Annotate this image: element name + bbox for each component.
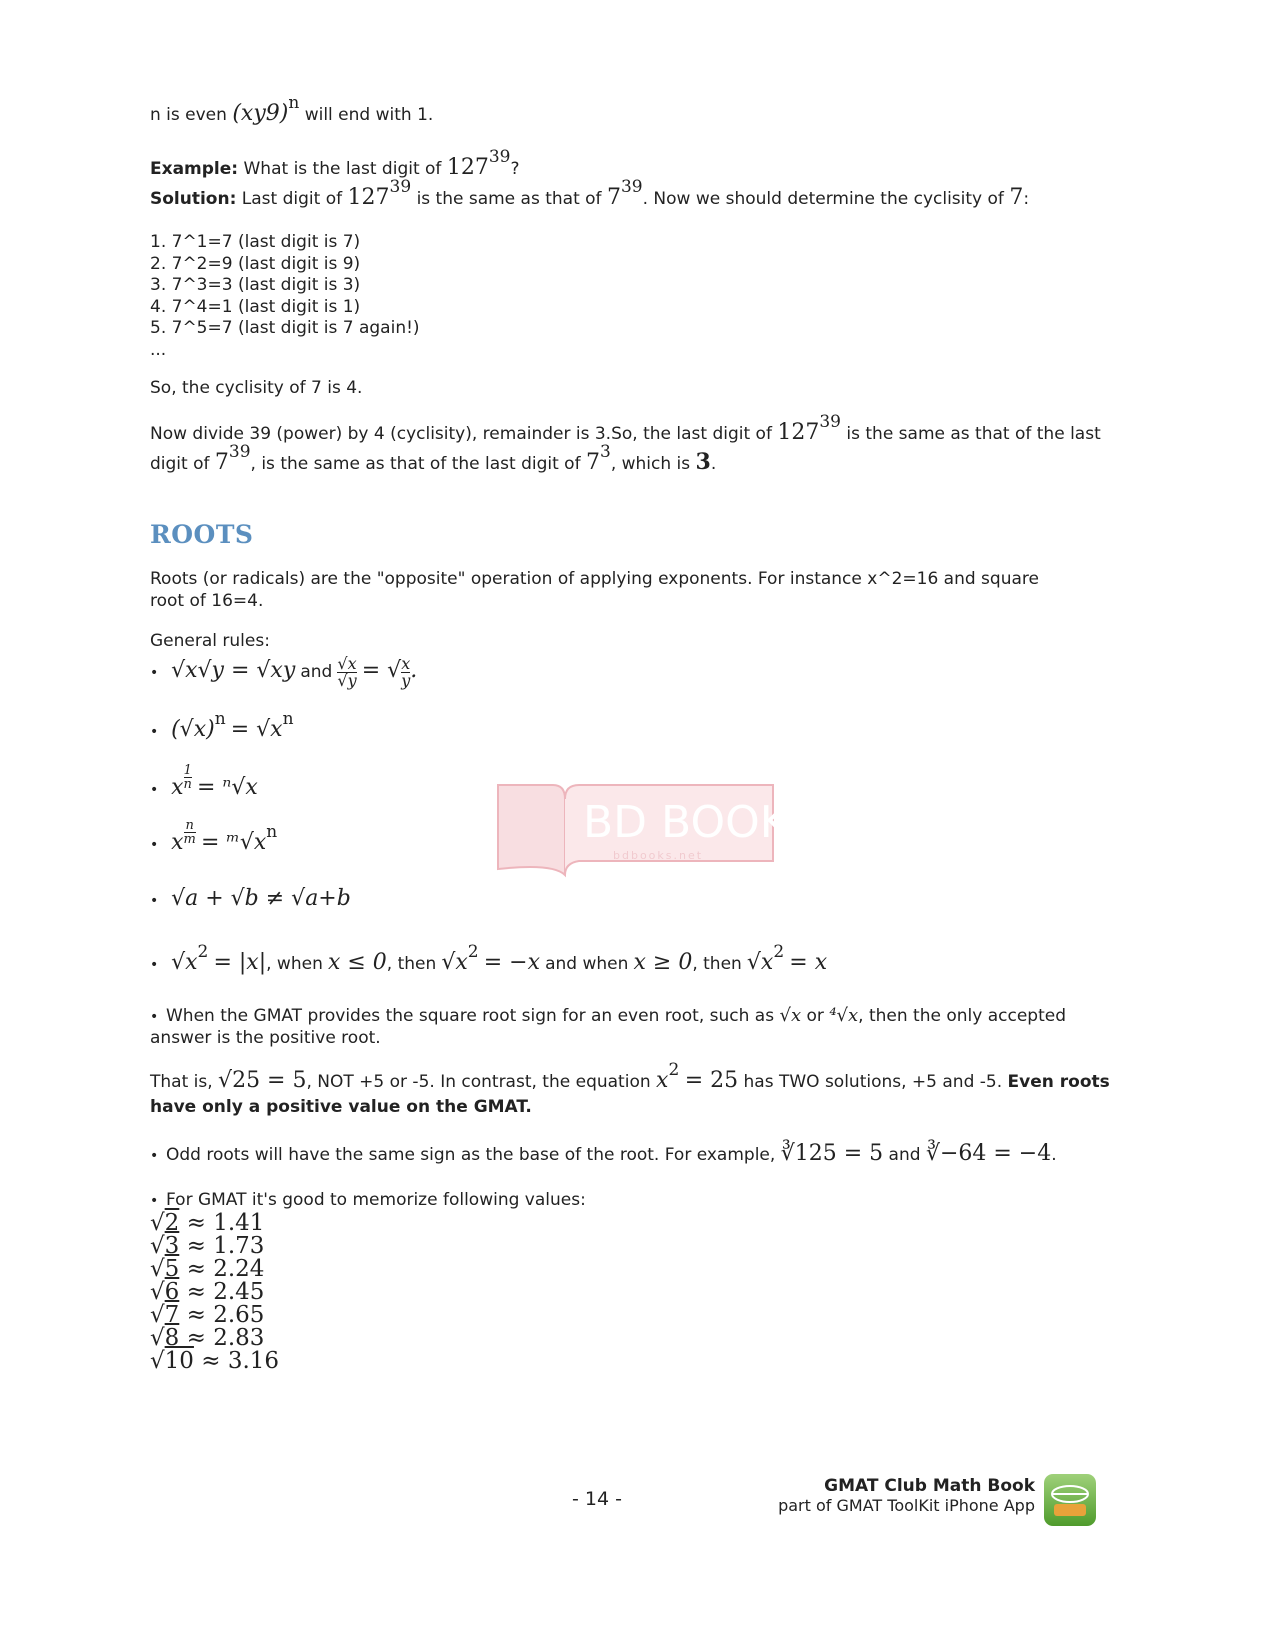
solution-exp-1: 39: [389, 177, 412, 197]
solution-line: [150, 177, 1030, 210]
rule6-root-exponent: 2: [197, 942, 209, 962]
rule-rational-exponent: [150, 818, 278, 858]
that-is-line-2: [150, 1096, 532, 1118]
that-is-math-2: x: [656, 1068, 669, 1093]
footer-branding: [745, 1476, 1035, 1515]
divide-line-1: [150, 412, 1101, 445]
cycle-list: [150, 232, 420, 361]
solution-exp-2: 39: [620, 177, 643, 197]
bullet-icon: •: [150, 782, 159, 798]
rule6-when: , when: [266, 954, 323, 974]
divide-exp-3: 3: [599, 442, 611, 462]
section-heading-roots: ROOTS: [150, 520, 254, 549]
divide-exp-1: 39: [819, 412, 841, 432]
example-text: What is the last digit of: [243, 159, 442, 179]
rule6-cond-pos: x ≥ 0: [633, 950, 693, 975]
memo-value: ≈ 2.24: [186, 1256, 265, 1282]
bullet-icon: •: [150, 837, 159, 853]
odd-roots-math-1: ∛125 = 5: [780, 1141, 884, 1166]
intro-tail: will end with 1.: [304, 105, 434, 125]
memo-radicand: 6: [164, 1279, 180, 1305]
rule1-equals-root: = √: [361, 658, 402, 683]
that-is-text-2: , NOT +5 or -5. In contrast, the equation: [306, 1072, 651, 1092]
divide-text-1: Now divide 39 (power) by 4 (cyclisity), remainder is 3.So, the last digit of: [150, 424, 772, 444]
page-number: - 14 -: [572, 1488, 622, 1510]
memo-radicand: 7: [164, 1302, 180, 1328]
rule5-expression: √a + √b ≠ √a+b: [171, 886, 351, 911]
general-rules-label: General rules:: [150, 631, 270, 651]
app-logo-icon: [1044, 1474, 1096, 1526]
fraction-denominator: n: [183, 777, 192, 792]
rule6-root-2: √x: [441, 950, 468, 975]
example-base: 127: [446, 155, 489, 180]
odd-roots-math-2: ∛−64 = −4: [925, 1141, 1052, 1166]
fraction-denominator: y: [401, 671, 411, 690]
intro-exponent: n: [288, 93, 300, 113]
list-item: 5. 7^5=7 (last digit is 7 again!): [150, 318, 420, 338]
even-root-text-2: , then the only accepted: [858, 1006, 1066, 1026]
fraction-denominator: √y: [337, 671, 357, 690]
fraction-numerator: √x: [337, 654, 357, 673]
intro-lead: n is even: [150, 105, 227, 125]
rule6-then: , then: [386, 954, 437, 974]
memo-radicand: 2: [164, 1210, 180, 1236]
rule2-lhs: (√x): [171, 717, 215, 742]
roots-intro: Roots (or radicals) are the "opposite" operation of applying exponents. For instance x^2=16 and square root of 16=4.: [150, 569, 1039, 611]
list-item: ...: [150, 339, 167, 360]
rule2-rhs-exponent: n: [282, 709, 294, 729]
memo-value: ≈ 2.45: [186, 1279, 265, 1305]
rule4-base: x: [171, 830, 184, 855]
fraction-numerator: n: [185, 818, 194, 833]
list-item: √3 ≈ 1.73: [150, 1233, 265, 1259]
intro-line: [150, 93, 434, 126]
even-root-math-2: ⁴√x: [829, 1005, 859, 1026]
list-item: √5 ≈ 2.24: [150, 1256, 265, 1282]
even-root-line-1: [150, 1005, 1066, 1028]
example-question-mark: ?: [510, 159, 520, 179]
bullet-icon: •: [150, 1009, 159, 1025]
memo-value: ≈ 2.65: [186, 1302, 265, 1328]
rule6-root-3: √x: [746, 950, 774, 975]
memo-value: ≈ 1.41: [186, 1210, 265, 1236]
list-item: 3. 7^3=3 (last digit is 3): [150, 275, 361, 295]
that-is-bold-2: have only a positive value on the GMAT.: [150, 1097, 532, 1117]
rule4-rhs-exponent: n: [266, 822, 278, 842]
memo-radicand: 8: [164, 1325, 180, 1351]
bullet-icon: •: [150, 1193, 159, 1209]
list-item: √7 ≈ 2.65: [150, 1302, 265, 1328]
solution-base-3: 7: [1009, 185, 1024, 210]
rule6-abs: = |x|: [213, 950, 267, 975]
that-is-text-3: has TWO solutions, +5 and -5.: [743, 1072, 1003, 1092]
memo-value: ≈ 2.83: [186, 1325, 265, 1351]
that-is-bold-1: Even roots: [1007, 1072, 1110, 1092]
example-label: Example:: [150, 159, 239, 179]
divide-exp-2: 39: [228, 442, 251, 462]
memo-value: ≈ 3.16: [201, 1348, 280, 1374]
example-line: [150, 147, 520, 180]
rule1-quotient-fraction: [337, 656, 356, 689]
odd-roots-text: Odd roots will have the same sign as the base of the root. For example,: [166, 1145, 776, 1165]
bullet-icon: •: [150, 1148, 159, 1164]
that-is-line-1: [150, 1060, 1110, 1093]
fraction-numerator: 1: [183, 763, 192, 778]
rule6-x: = x: [789, 950, 828, 975]
even-root-math-1: √x: [779, 1005, 802, 1026]
solution-text-2: is the same as that of: [416, 189, 602, 209]
fraction-denominator: m: [183, 832, 196, 847]
rule1-period: .: [410, 658, 418, 683]
bullet-icon: •: [150, 957, 159, 973]
bullet-icon: •: [150, 724, 159, 740]
list-item: 2. 7^2=9 (last digit is 9): [150, 253, 361, 274]
rule1-product: √x√y = √xy: [171, 658, 296, 683]
footer-title: GMAT Club Math Book: [824, 1476, 1035, 1496]
solution-label: Solution:: [150, 189, 237, 209]
rule-power-of-root: [150, 709, 294, 742]
intro-expression: (xy9): [232, 101, 289, 126]
odd-roots-and: and: [888, 1145, 921, 1165]
rule4-rhs: = ᵐ√x: [200, 830, 267, 855]
watermark-brand: BD BOOKS: [583, 797, 817, 848]
rule-fractional-exponent: [150, 763, 258, 803]
book-logo-icon: [493, 777, 817, 877]
rule6-neg-x: = −x: [483, 950, 540, 975]
odd-roots-line: [150, 1143, 1057, 1167]
list-item: 4. 7^4=1 (last digit is 1): [150, 296, 361, 317]
solution-text-4: :: [1023, 189, 1030, 209]
bullet-icon: •: [150, 893, 159, 909]
divide-text-5: , which is: [610, 454, 691, 474]
even-root-or: or: [806, 1006, 824, 1026]
rule-absolute-value: [150, 942, 828, 975]
that-is-math-3: = 25: [684, 1068, 739, 1093]
divide-base-2: 7: [214, 450, 229, 475]
even-root-text-1: When the GMAT provides the square root sign for an even root, such as: [166, 1006, 775, 1026]
fraction-numerator: x: [401, 654, 411, 673]
rule-product-quotient: [150, 656, 417, 689]
rule2-lhs-exponent: n: [214, 709, 226, 729]
rule2-rhs: = √x: [230, 717, 283, 742]
odd-roots-period: .: [1051, 1145, 1057, 1165]
solution-base-1: 127: [347, 185, 390, 210]
memo-radicand: 5: [164, 1256, 180, 1282]
rule6-and-when: and when: [545, 954, 629, 974]
list-item: 1. 7^1=7 (last digit is 7): [150, 232, 361, 252]
cyclicity-summary: So, the cyclisity of 7 is 4.: [150, 378, 363, 398]
that-is-text-1: That is,: [150, 1072, 213, 1092]
list-item: √10 ≈ 3.16: [150, 1348, 280, 1374]
rule1-root-fraction: [401, 656, 410, 689]
rule6-root-2-exponent: 2: [467, 942, 479, 962]
memo-intro: For GMAT it's good to memorize following values:: [166, 1190, 586, 1210]
even-root-line-2: answer is the positive root.: [150, 1028, 381, 1048]
memo-radicand: 10: [164, 1348, 194, 1374]
divide-base-1: 127: [777, 420, 820, 445]
rule4-exponent-fraction: [184, 819, 196, 846]
watermark-site: bdbooks.net: [613, 849, 704, 862]
rule6-cond-neg: x ≤ 0: [327, 950, 387, 975]
memo-intro-line: [150, 1189, 586, 1212]
solution-text-1: Last digit of: [241, 189, 343, 209]
that-is-math-2-exponent: 2: [668, 1060, 680, 1080]
divide-text-4: , is the same as that of the last digit of: [250, 454, 581, 474]
divide-text-2: is the same as that of the last: [846, 424, 1101, 444]
that-is-math-1: √25 = 5: [218, 1068, 307, 1093]
divide-text-6: .: [710, 454, 717, 474]
rule6-then-2: , then: [692, 954, 742, 974]
solution-base-2: 7: [606, 185, 621, 210]
rule6-root-3-exponent: 2: [773, 942, 785, 962]
memo-list: [150, 1212, 279, 1373]
rule3-exponent-fraction: [184, 764, 192, 791]
example-exponent: 39: [488, 147, 511, 167]
rule3-rhs: = ⁿ√x: [196, 775, 258, 800]
divide-line-2: [150, 442, 717, 475]
divide-text-3: digit of: [150, 454, 210, 474]
rule6-root: √x: [171, 950, 198, 975]
list-item: √2 ≈ 1.41: [150, 1210, 265, 1236]
rule3-base: x: [171, 775, 184, 800]
rule-sum-of-roots: [150, 886, 351, 911]
memo-value: ≈ 1.73: [186, 1233, 265, 1259]
list-item: √6 ≈ 2.45: [150, 1279, 265, 1305]
solution-text-3: . Now we should determine the cyclisity of: [642, 189, 1004, 209]
footer-subtitle: part of GMAT ToolKit iPhone App: [778, 1496, 1035, 1515]
bullet-icon: •: [150, 665, 159, 681]
watermark: [493, 777, 817, 877]
memo-radicand: 3: [164, 1233, 180, 1259]
divide-base-3: 7: [585, 450, 600, 475]
divide-answer: 3: [695, 449, 711, 475]
rule1-and: and: [300, 662, 333, 682]
list-item: √8 ≈ 2.83: [150, 1325, 265, 1351]
